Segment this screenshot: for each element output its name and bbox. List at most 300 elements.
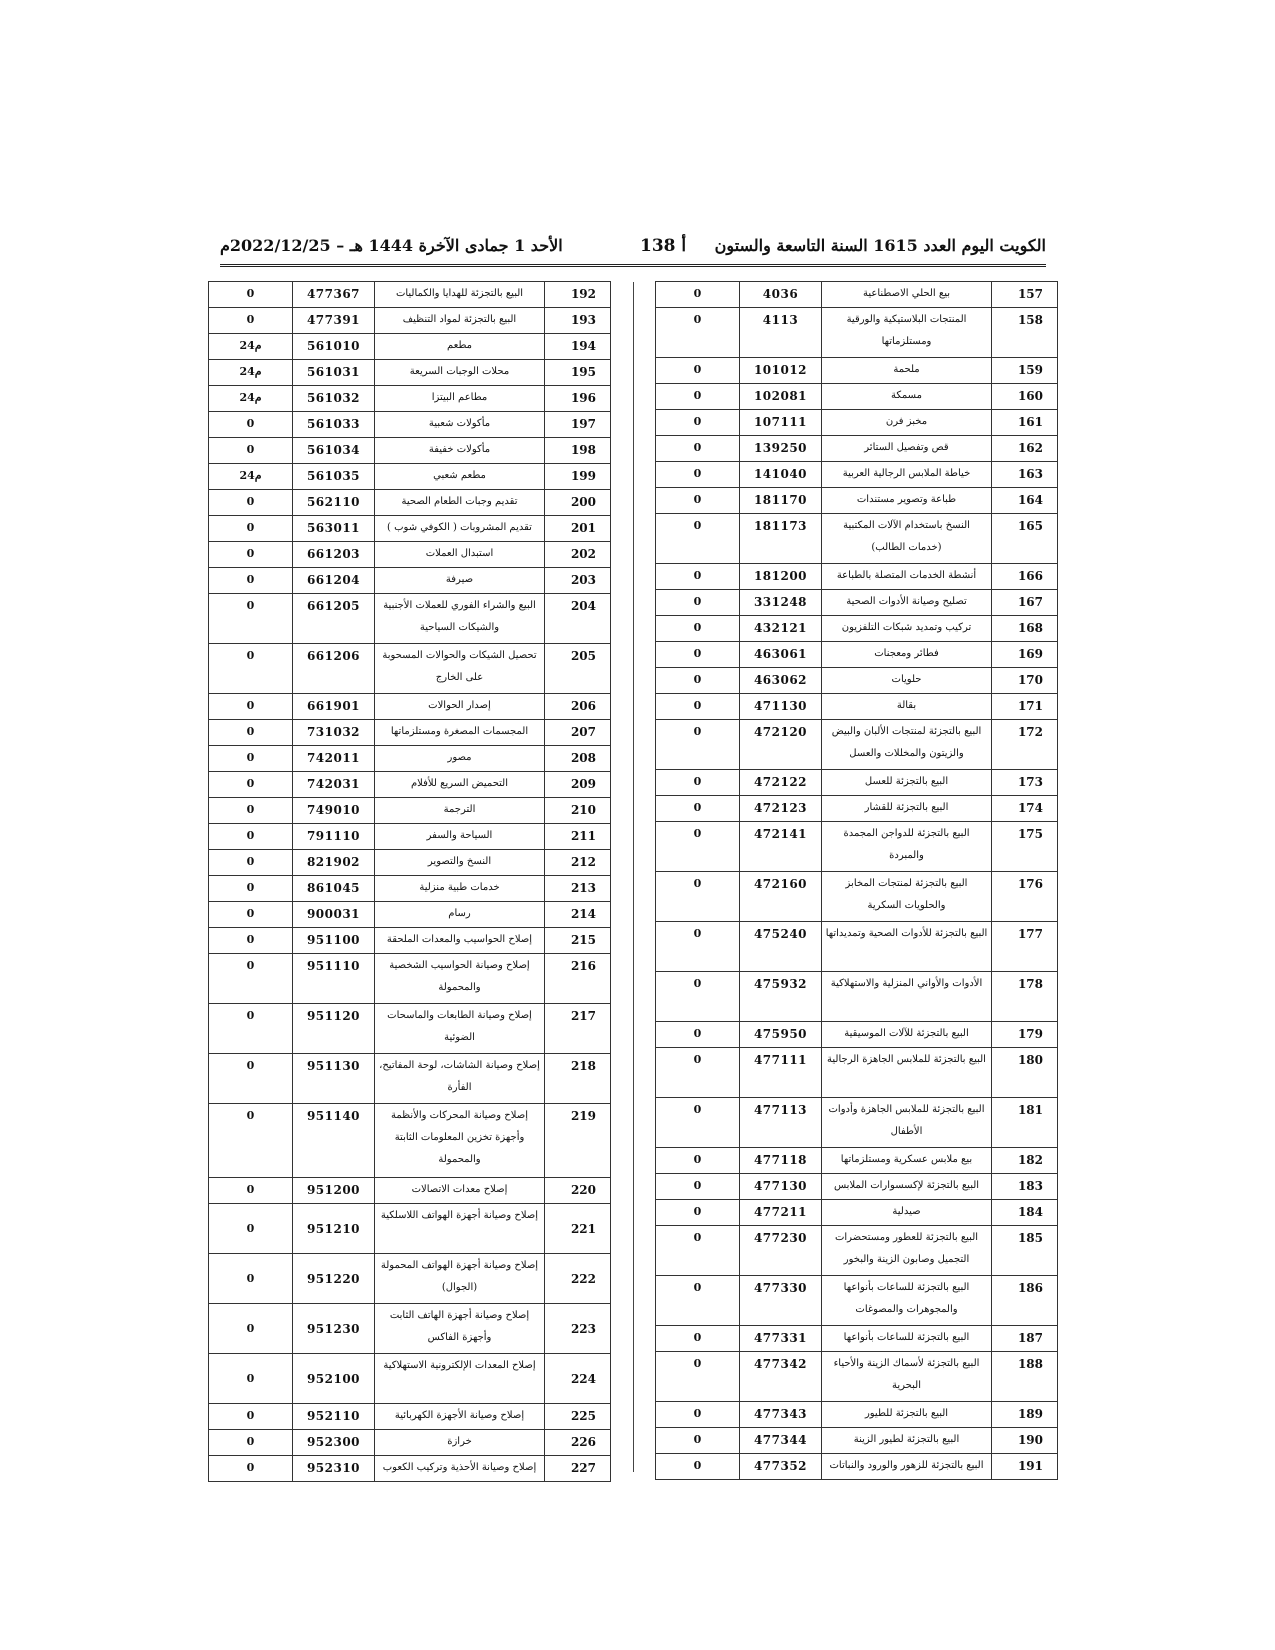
activity-code-cell: 471130 — [740, 694, 822, 720]
table-row — [656, 1276, 1058, 1326]
activity-name-cell: البيع بالتجزئة لطيور الزينة — [822, 1428, 992, 1454]
table-row — [656, 1174, 1058, 1200]
activity-name-cell: إصلاح وصيانة أجهزة الهواتف المحمولة (الجوال) — [375, 1254, 545, 1304]
activity-name-cell: إصلاح المعدات الإلكترونية الاستهلاكية — [375, 1354, 545, 1404]
activity-name-cell: مأكولات خفيفة — [375, 438, 545, 464]
status-cell: 0 — [209, 516, 293, 542]
status-cell: 0 — [209, 694, 293, 720]
status-cell: 0 — [209, 1054, 293, 1104]
activity-name-cell: استبدال العملات — [375, 542, 545, 568]
row-number-cell: 172 — [992, 720, 1058, 770]
status-cell: 0 — [656, 282, 740, 308]
table-row — [656, 1200, 1058, 1226]
table-row — [209, 928, 611, 954]
table-row — [656, 770, 1058, 796]
activity-code-cell: 477130 — [740, 1174, 822, 1200]
activity-name-cell: التحميض السريع للأفلام — [375, 772, 545, 798]
row-number-cell: 170 — [992, 668, 1058, 694]
activity-code-cell: 331248 — [740, 590, 822, 616]
activity-code-cell: 561032 — [293, 386, 375, 412]
row-number-cell: 210 — [545, 798, 611, 824]
status-cell: 0 — [209, 954, 293, 1004]
table-row — [209, 594, 611, 644]
status-cell: 0 — [209, 490, 293, 516]
activity-code-cell: 477330 — [740, 1276, 822, 1326]
table-row — [656, 1326, 1058, 1352]
row-number-cell: 194 — [545, 334, 611, 360]
activity-name-cell: إصلاح معدات الاتصالات — [375, 1178, 545, 1204]
activity-code-cell: 749010 — [293, 798, 375, 824]
table-row — [656, 1454, 1058, 1480]
activity-code-cell: 472122 — [740, 770, 822, 796]
activity-code-cell: 463062 — [740, 668, 822, 694]
table-row — [656, 436, 1058, 462]
row-number-cell: 200 — [545, 490, 611, 516]
table-row — [209, 282, 611, 308]
activity-name-cell: البيع بالتجزئة للعسل — [822, 770, 992, 796]
status-cell: 0 — [209, 308, 293, 334]
status-cell: 0 — [209, 1178, 293, 1204]
activity-code-cell: 951220 — [293, 1254, 375, 1304]
activity-name-cell: النسخ والتصوير — [375, 850, 545, 876]
activity-name-cell: السياحة والسفر — [375, 824, 545, 850]
row-number-cell: 225 — [545, 1404, 611, 1430]
row-number-cell: 159 — [992, 358, 1058, 384]
table-row — [656, 668, 1058, 694]
table-row — [209, 644, 611, 694]
activity-name-cell: البيع بالتجزئة لمنتجات المخابز والحلويات السكرية — [822, 872, 992, 922]
activity-code-cell: 472120 — [740, 720, 822, 770]
table-row — [209, 1104, 611, 1178]
row-number-cell: 158 — [992, 308, 1058, 358]
table-row — [209, 772, 611, 798]
table-row — [656, 694, 1058, 720]
activity-code-cell: 561010 — [293, 334, 375, 360]
status-cell: 0 — [209, 720, 293, 746]
status-cell: 0 — [656, 616, 740, 642]
table-row — [209, 694, 611, 720]
status-cell: 0 — [656, 436, 740, 462]
activity-name-cell: البيع بالتجزئة للزهور والورود والنباتات — [822, 1454, 992, 1480]
activity-name-cell: صيرفة — [375, 568, 545, 594]
activity-name-cell: النسخ باستخدام الآلات المكتبية (خدمات الطالب) — [822, 514, 992, 564]
status-cell: 0 — [656, 462, 740, 488]
activity-name-cell: بيع ملابس عسكرية ومستلزماتها — [822, 1148, 992, 1174]
row-number-cell: 221 — [545, 1204, 611, 1254]
status-cell: 24م — [209, 386, 293, 412]
table-row — [656, 410, 1058, 436]
gazette-issue-title: الكويت اليوم العدد 1615 السنة التاسعة والستون — [714, 236, 1046, 255]
activity-code-cell: 181170 — [740, 488, 822, 514]
activity-code-cell: 4113 — [740, 308, 822, 358]
table-row — [209, 1054, 611, 1104]
status-cell: 0 — [656, 668, 740, 694]
activity-name-cell: فطائر ومعجنات — [822, 642, 992, 668]
activity-name-cell: إصلاح وصيانة الطابعات والماسحات الضوئية — [375, 1004, 545, 1054]
activity-code-cell: 181173 — [740, 514, 822, 564]
table-row — [656, 616, 1058, 642]
status-cell: 0 — [209, 542, 293, 568]
table-row — [656, 488, 1058, 514]
activity-name-cell: مخبز فرن — [822, 410, 992, 436]
activity-code-cell: 821902 — [293, 850, 375, 876]
activity-name-cell: ملحمة — [822, 358, 992, 384]
activity-code-cell: 477344 — [740, 1428, 822, 1454]
activity-code-cell: 951130 — [293, 1054, 375, 1104]
row-number-cell: 186 — [992, 1276, 1058, 1326]
row-number-cell: 165 — [992, 514, 1058, 564]
row-number-cell: 226 — [545, 1430, 611, 1456]
status-cell: 0 — [656, 1326, 740, 1352]
table-row — [209, 1004, 611, 1054]
status-cell: 0 — [656, 308, 740, 358]
status-cell: 0 — [656, 1174, 740, 1200]
activities-table-right — [655, 281, 1058, 1480]
table-row — [656, 1226, 1058, 1276]
activity-code-cell: 472141 — [740, 822, 822, 872]
status-cell: 0 — [656, 564, 740, 590]
row-number-cell: 192 — [545, 282, 611, 308]
activity-code-cell: 477230 — [740, 1226, 822, 1276]
row-number-cell: 177 — [992, 922, 1058, 972]
activity-code-cell: 561031 — [293, 360, 375, 386]
table-row — [209, 798, 611, 824]
activity-name-cell: إصلاح وصيانة الشاشات، لوحة المفاتيح، الفأرة — [375, 1054, 545, 1104]
table-row — [209, 1178, 611, 1204]
table-row — [656, 642, 1058, 668]
status-cell: 0 — [656, 694, 740, 720]
activity-name-cell: تحصيل الشيكات والحوالات المسحوبة على الخارج — [375, 644, 545, 694]
row-number-cell: 189 — [992, 1402, 1058, 1428]
status-cell: 0 — [656, 1148, 740, 1174]
activity-name-cell: خياطة الملابس الرجالية العربية — [822, 462, 992, 488]
activity-name-cell: البيع بالتجزئة للأدوات الصحية وتمديداتها — [822, 922, 992, 972]
row-number-cell: 213 — [545, 876, 611, 902]
row-number-cell: 201 — [545, 516, 611, 542]
row-number-cell: 182 — [992, 1148, 1058, 1174]
status-cell: 0 — [656, 972, 740, 1022]
activity-name-cell: البيع والشراء الفوري للعملات الأجنبية والشيكات السياحية — [375, 594, 545, 644]
table-row — [209, 438, 611, 464]
page-header — [220, 236, 1046, 266]
activity-code-cell: 477118 — [740, 1148, 822, 1174]
row-number-cell: 185 — [992, 1226, 1058, 1276]
activity-name-cell: محلات الوجبات السريعة — [375, 360, 545, 386]
activity-name-cell: مصور — [375, 746, 545, 772]
row-number-cell: 203 — [545, 568, 611, 594]
row-number-cell: 208 — [545, 746, 611, 772]
table-row — [656, 1352, 1058, 1402]
row-number-cell: 217 — [545, 1004, 611, 1054]
row-number-cell: 191 — [992, 1454, 1058, 1480]
activity-name-cell: البيع بالتجزئة لأسماك الزينة والأحياء البحرية — [822, 1352, 992, 1402]
activity-name-cell: قص وتفصيل الستائر — [822, 436, 992, 462]
table-row — [209, 876, 611, 902]
activity-name-cell: مطاعم البيتزا — [375, 386, 545, 412]
activity-name-cell: البيع بالتجزئة للقشار — [822, 796, 992, 822]
row-number-cell: 214 — [545, 902, 611, 928]
activity-name-cell: إصلاح وصيانة الأجهزة الكهربائية — [375, 1404, 545, 1430]
activity-code-cell: 141040 — [740, 462, 822, 488]
row-number-cell: 157 — [992, 282, 1058, 308]
row-number-cell: 167 — [992, 590, 1058, 616]
activity-name-cell: البيع بالتجزئة للدواجن المجمدة والمبردة — [822, 822, 992, 872]
row-number-cell: 222 — [545, 1254, 611, 1304]
activity-code-cell: 475240 — [740, 922, 822, 972]
activity-name-cell: تركيب وتمديد شبكات التلفزيون — [822, 616, 992, 642]
status-cell: 0 — [209, 876, 293, 902]
row-number-cell: 205 — [545, 644, 611, 694]
row-number-cell: 209 — [545, 772, 611, 798]
table-row — [209, 386, 611, 412]
table-row — [209, 542, 611, 568]
activity-code-cell: 952300 — [293, 1430, 375, 1456]
activity-code-cell: 951140 — [293, 1104, 375, 1178]
activity-name-cell: البيع بالتجزئة لإكسسوارات الملابس — [822, 1174, 992, 1200]
table-row — [209, 746, 611, 772]
table-row — [209, 412, 611, 438]
status-cell: 0 — [656, 872, 740, 922]
row-number-cell: 196 — [545, 386, 611, 412]
activity-name-cell: البيع بالتجزئة للعطور ومستحضرات التجميل وصابون الزينة والبخور — [822, 1226, 992, 1276]
status-cell: 0 — [209, 1304, 293, 1354]
activity-code-cell: 951230 — [293, 1304, 375, 1354]
row-number-cell: 169 — [992, 642, 1058, 668]
activity-name-cell: البيع بالتجزئة للساعات بأنواعها والمجوهرات والمصوغات — [822, 1276, 992, 1326]
activity-code-cell: 477211 — [740, 1200, 822, 1226]
row-number-cell: 197 — [545, 412, 611, 438]
row-number-cell: 199 — [545, 464, 611, 490]
status-cell: 0 — [209, 1456, 293, 1482]
row-number-cell: 179 — [992, 1022, 1058, 1048]
activity-code-cell: 791110 — [293, 824, 375, 850]
activity-code-cell: 661206 — [293, 644, 375, 694]
status-cell: 0 — [656, 358, 740, 384]
table-row — [656, 462, 1058, 488]
row-number-cell: 195 — [545, 360, 611, 386]
status-cell: 0 — [209, 1004, 293, 1054]
row-number-cell: 171 — [992, 694, 1058, 720]
status-cell: 0 — [656, 1428, 740, 1454]
activity-name-cell: مأكولات شعبية — [375, 412, 545, 438]
activity-code-cell: 561033 — [293, 412, 375, 438]
activity-name-cell: إصلاح الحواسيب والمعدات الملحقة — [375, 928, 545, 954]
status-cell: 0 — [656, 822, 740, 872]
activity-code-cell: 463061 — [740, 642, 822, 668]
table-row — [656, 1428, 1058, 1454]
table-row — [656, 872, 1058, 922]
activity-code-cell: 561035 — [293, 464, 375, 490]
activity-name-cell: تصليح وصيانة الأدوات الصحية — [822, 590, 992, 616]
activity-code-cell: 477113 — [740, 1098, 822, 1148]
activity-name-cell: إصلاح وصيانة الأحذية وتركيب الكعوب — [375, 1456, 545, 1482]
status-cell: 24م — [209, 464, 293, 490]
table-row — [209, 334, 611, 360]
row-number-cell: 220 — [545, 1178, 611, 1204]
activities-table-left — [208, 281, 611, 1482]
status-cell: 0 — [656, 796, 740, 822]
activity-code-cell: 181200 — [740, 564, 822, 590]
status-cell: 0 — [209, 746, 293, 772]
row-number-cell: 211 — [545, 824, 611, 850]
row-number-cell: 219 — [545, 1104, 611, 1178]
activity-name-cell: تقديم المشروبات ( الكوفي شوب ) — [375, 516, 545, 542]
row-number-cell: 202 — [545, 542, 611, 568]
activity-name-cell: البيع بالتجزئة للهدايا والكماليات — [375, 282, 545, 308]
activity-name-cell: البيع بالتجزئة لمواد التنظيف — [375, 308, 545, 334]
status-cell: 24م — [209, 360, 293, 386]
status-cell: 0 — [209, 1254, 293, 1304]
status-cell: 0 — [209, 928, 293, 954]
activity-code-cell: 432121 — [740, 616, 822, 642]
activity-name-cell: طباعة وتصوير مستندات — [822, 488, 992, 514]
activity-code-cell: 861045 — [293, 876, 375, 902]
activity-name-cell: إصلاح وصيانة أجهزة الهواتف اللاسلكية — [375, 1204, 545, 1254]
status-cell: 0 — [209, 824, 293, 850]
activity-name-cell: بيع الحلي الاصطناعية — [822, 282, 992, 308]
activity-name-cell: بقالة — [822, 694, 992, 720]
activity-code-cell: 951200 — [293, 1178, 375, 1204]
status-cell: 0 — [209, 850, 293, 876]
activity-code-cell: 107111 — [740, 410, 822, 436]
activity-code-cell: 661205 — [293, 594, 375, 644]
table-row — [656, 590, 1058, 616]
activity-name-cell: البيع بالتجزئة للآلات الموسيقية — [822, 1022, 992, 1048]
status-cell: 0 — [209, 568, 293, 594]
column-divider — [633, 282, 634, 1472]
table-row — [209, 1354, 611, 1404]
row-number-cell: 212 — [545, 850, 611, 876]
status-cell: 0 — [656, 488, 740, 514]
row-number-cell: 187 — [992, 1326, 1058, 1352]
activity-code-cell: 472160 — [740, 872, 822, 922]
table-row — [209, 824, 611, 850]
status-cell: 0 — [656, 720, 740, 770]
activity-code-cell: 951100 — [293, 928, 375, 954]
activity-code-cell: 477343 — [740, 1402, 822, 1428]
row-number-cell: 163 — [992, 462, 1058, 488]
activity-code-cell: 951110 — [293, 954, 375, 1004]
status-cell: 0 — [209, 282, 293, 308]
activity-name-cell: البيع بالتجزئة لمنتجات الألبان والبيض والزيتون والمخللات والعسل — [822, 720, 992, 770]
row-number-cell: 223 — [545, 1304, 611, 1354]
activity-code-cell: 4036 — [740, 282, 822, 308]
table-row — [656, 564, 1058, 590]
table-row — [209, 1304, 611, 1354]
table-row — [656, 1098, 1058, 1148]
status-cell: 24م — [209, 334, 293, 360]
activity-name-cell: البيع بالتجزئة للطيور — [822, 1402, 992, 1428]
activity-name-cell: مطعم شعبي — [375, 464, 545, 490]
row-number-cell: 198 — [545, 438, 611, 464]
table-row — [656, 1148, 1058, 1174]
status-cell: 0 — [656, 770, 740, 796]
row-number-cell: 190 — [992, 1428, 1058, 1454]
table-row — [209, 954, 611, 1004]
table-row — [209, 1404, 611, 1430]
activity-code-cell: 731032 — [293, 720, 375, 746]
status-cell: 0 — [656, 1454, 740, 1480]
table-row — [209, 850, 611, 876]
activity-code-cell: 475932 — [740, 972, 822, 1022]
activity-name-cell: مسمكة — [822, 384, 992, 410]
activity-name-cell: الترجمة — [375, 798, 545, 824]
row-number-cell: 193 — [545, 308, 611, 334]
status-cell: 0 — [656, 1276, 740, 1326]
activity-name-cell: تقديم وجبات الطعام الصحية — [375, 490, 545, 516]
table-row — [656, 358, 1058, 384]
activity-code-cell: 472123 — [740, 796, 822, 822]
activity-name-cell: المجسمات المصغرة ومستلزماتها — [375, 720, 545, 746]
status-cell: 0 — [209, 438, 293, 464]
activity-name-cell: أنشطة الخدمات المتصلة بالطباعة — [822, 564, 992, 590]
status-cell: 0 — [656, 410, 740, 436]
status-cell: 0 — [656, 1200, 740, 1226]
table-row — [209, 1430, 611, 1456]
activity-code-cell: 102081 — [740, 384, 822, 410]
activity-name-cell: الأدوات والأواني المنزلية والاستهلاكية — [822, 972, 992, 1022]
table-row — [209, 516, 611, 542]
activity-code-cell: 477367 — [293, 282, 375, 308]
activity-name-cell: خرازة — [375, 1430, 545, 1456]
status-cell: 0 — [209, 1354, 293, 1404]
status-cell: 0 — [656, 1352, 740, 1402]
row-number-cell: 161 — [992, 410, 1058, 436]
activity-name-cell: إصدار الحوالات — [375, 694, 545, 720]
row-number-cell: 181 — [992, 1098, 1058, 1148]
row-number-cell: 174 — [992, 796, 1058, 822]
table-row — [209, 720, 611, 746]
table-row — [656, 282, 1058, 308]
status-cell: 0 — [209, 594, 293, 644]
status-cell: 0 — [656, 642, 740, 668]
status-cell: 0 — [656, 384, 740, 410]
status-cell: 0 — [209, 1404, 293, 1430]
activity-name-cell: صيدلية — [822, 1200, 992, 1226]
row-number-cell: 168 — [992, 616, 1058, 642]
row-number-cell: 166 — [992, 564, 1058, 590]
table-row — [656, 1402, 1058, 1428]
table-row — [209, 1254, 611, 1304]
activity-code-cell: 742011 — [293, 746, 375, 772]
status-cell: 0 — [209, 1430, 293, 1456]
row-number-cell: 206 — [545, 694, 611, 720]
table-row — [656, 822, 1058, 872]
activity-code-cell: 952110 — [293, 1404, 375, 1430]
activity-code-cell: 477352 — [740, 1454, 822, 1480]
table-row — [656, 972, 1058, 1022]
row-number-cell: 218 — [545, 1054, 611, 1104]
status-cell: 0 — [209, 772, 293, 798]
activity-code-cell: 951120 — [293, 1004, 375, 1054]
row-number-cell: 204 — [545, 594, 611, 644]
row-number-cell: 224 — [545, 1354, 611, 1404]
activity-code-cell: 900031 — [293, 902, 375, 928]
table-row — [209, 360, 611, 386]
status-cell: 0 — [656, 1402, 740, 1428]
activity-code-cell: 952310 — [293, 1456, 375, 1482]
status-cell: 0 — [656, 1098, 740, 1148]
status-cell: 0 — [656, 922, 740, 972]
table-row — [209, 464, 611, 490]
row-number-cell: 207 — [545, 720, 611, 746]
table-row — [656, 720, 1058, 770]
table-row — [656, 514, 1058, 564]
status-cell: 0 — [209, 798, 293, 824]
activity-code-cell: 563011 — [293, 516, 375, 542]
status-cell: 0 — [209, 1204, 293, 1254]
status-cell: 0 — [209, 644, 293, 694]
